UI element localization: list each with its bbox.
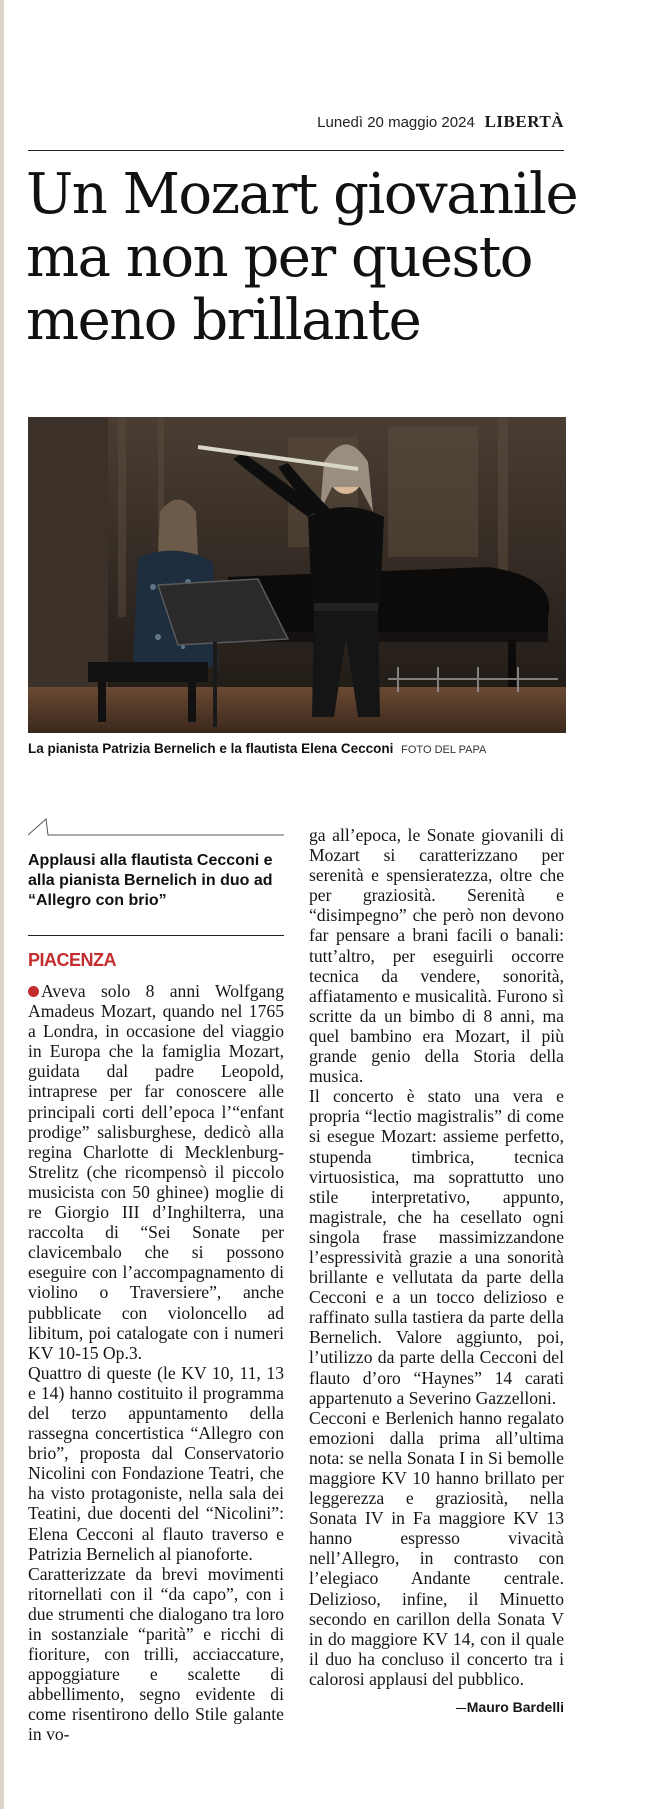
body-paragraph: ga all’epoca, le Sonate giovanili di Mozart si caratterizzano per serenità e spensieratezza, oltre che per graziosità. Serenità e “disimpegno” che però non devono far pensare a brani facili o banali: tutt’altro, per eseguirli occorre tecnica da vendere, sonorità, affiatamento e musicalità. Furono sì scritte da un bimbo di 8 anni, ma quel bambino era Mozart, il più grande genio della Storia della musica. (309, 825, 564, 1087)
paragraph-text: Aveva solo 8 anni Wolfgang Amadeus Mozart, quando nel 1765 a Londra, in occasione del viaggio in Europa che la famiglia Mozart, guidata dal padre Leopold, intraprese per far conoscere alle principali corti dell’epoca l’“enfant prodige” salisburghese, dedicò alla regina Charlotte di Mecklenburg-Strelitz (che ricompensò il piccolo musicista con 50 ghinee) moglie di re Giorgio III d’Inghilterra, una raccolta di “Sei Sonate per clavicembalo che si possono eseguire con l’accompagnamento di violino o Traversiere”, anche pubblicate con violoncello ad libitum, poi catalogate con i numeri KV 10-15 Op.3. (28, 981, 284, 1363)
author-byline (309, 1697, 564, 1717)
location-kicker: PIACENZA (28, 950, 117, 970)
body-paragraph: Il concerto è stato una vera e propria “lectio magistralis” di come si esegue Mozart: assieme perfetto, stupenda timbrica, tecnica virtuosistica, ma soprattutto uno stile interpretativo, appunto, magistrale, che ha cesellato ogni singola frase massimizzandone l’espressività grazie a una sonorità brillante e vellutata da parte della Cecconi e a un tocco delizioso e raffinato sulla tastiera da parte della Bernelich. Valore aggiunto, poi, l’utilizzo da parte della Cecconi del flauto d’oro “Haynes” 14 carati appartenuto a Severino Gazzelloni. (309, 1086, 564, 1408)
body-paragraph: Cecconi e Berlenich hanno regalato emozioni dalla prima all’ultima nota: se nella Sonata I in Si bemolle maggiore KV 10 hanno brillato per leggerezza e graziosità, nella Sonata IV in Fa maggiore KV 13 hanno espresso vivacità nell’Allegro, in contrasto con l’elegiaco Andante centrale. Delizioso, infine, il Minuetto secondo en carillon della Sonata V in do maggiore KV 14, con il quale il duo ha concluso il concerto tra i calorosi applausi del pubblico. (309, 1407, 564, 1689)
body-paragraph: Quattro di queste (le KV 10, 11, 13 e 14) hanno costituito il programma del terzo appuntamento della rassegna concertistica “Allegro con brio”, proposta dal Conservatorio Nicolini con Fondazione Teatri, che ha visto protagoniste, nella sala dei Teatini, due docenti del “Nicolini”: Elena Cecconi al flauto traverso e Patrizia Bernelich al pianoforte. (28, 1362, 284, 1564)
page-edge (0, 0, 4, 1809)
article-subhead: Applausi alla flautista Cecconi e alla pianista Bernelich in duo ad “Allegro con brio” (28, 852, 273, 909)
headline-line: ma non per questo (26, 225, 533, 290)
concert-photo (28, 417, 566, 733)
article-headline (26, 163, 586, 352)
photo-caption (28, 741, 588, 756)
header-rule (28, 150, 564, 151)
headline-line: Un Mozart giovanile (26, 162, 578, 227)
body-paragraph: Caratterizzate da brevi movimenti ritornellati con il “da capo”, con i due strumenti che dialogano tra loro in sostanziale “parità” e ricchi di fioriture, con trilli, acciaccature, appoggiature e scalette di abbellimento, segno evidente di come risentirono dello Stile galante in vo- (28, 1563, 284, 1745)
byline-dash (456, 1708, 466, 1709)
bullet-dot-icon (28, 986, 39, 997)
caption-text: La pianista Patrizia Bernelich e la flautista Elena Cecconi (28, 741, 394, 756)
photo-credit: FOTO DEL PAPA (401, 744, 487, 756)
issue-date: Lunedì 20 maggio 2024 (317, 114, 475, 131)
body-column-1 (28, 981, 284, 1745)
subhead-rule (28, 935, 284, 936)
decorative-rule (28, 815, 284, 837)
author-name: Mauro Bardelli (466, 1699, 564, 1716)
concert-photo-illustration (28, 417, 566, 733)
body-paragraph (28, 981, 284, 1363)
body-column-2 (309, 825, 564, 1717)
newspaper-name: LIBERTÀ (484, 112, 564, 131)
page-header (28, 112, 564, 132)
headline-line: meno brillante (26, 288, 421, 353)
